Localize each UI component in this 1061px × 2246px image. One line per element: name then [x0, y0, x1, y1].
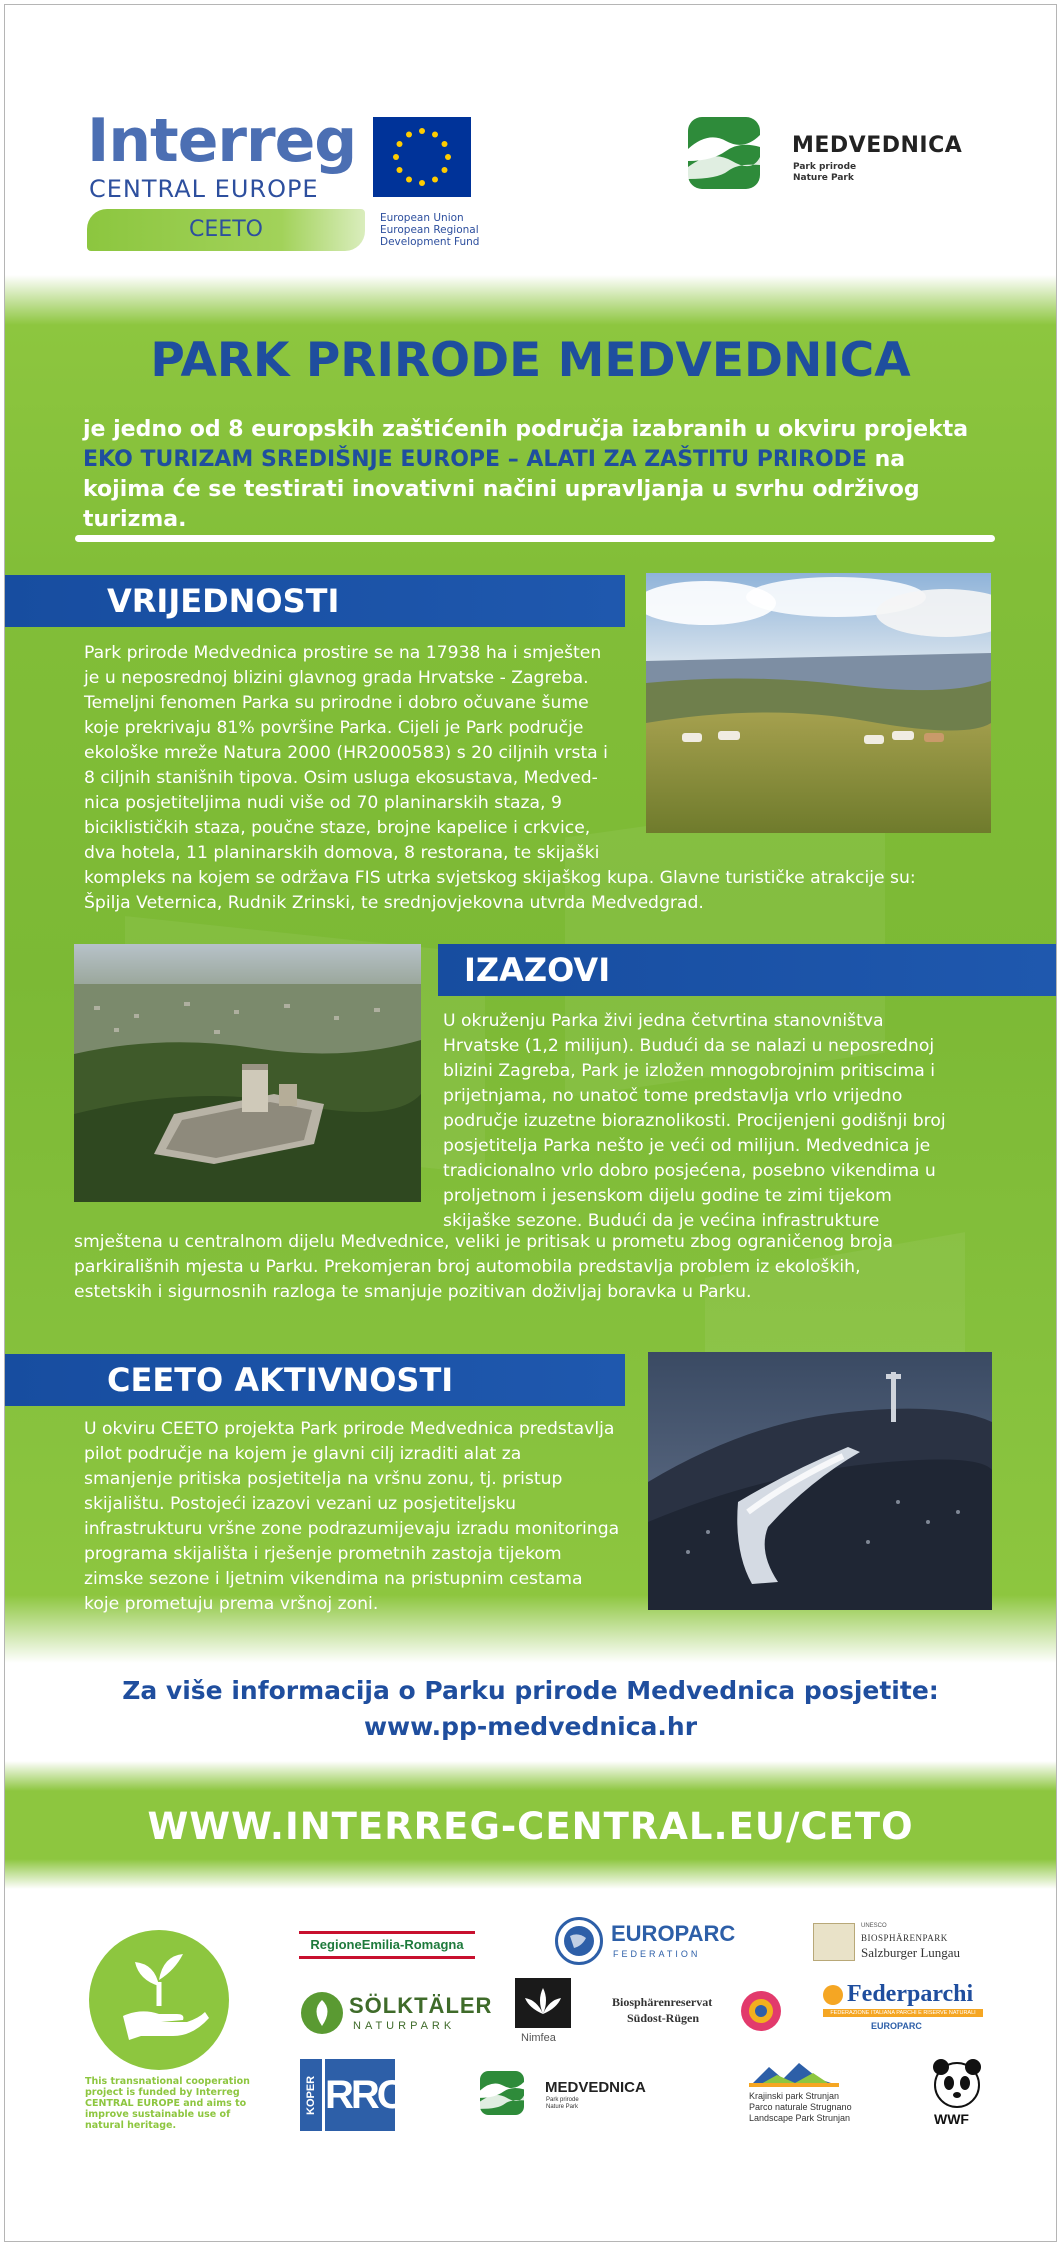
eu-fund-text: European Union European Regional Development Fund [380, 212, 480, 248]
page-title: PARK PRIRODE MEDVEDNICA [150, 333, 911, 388]
logo-solktaler: SÖLKTÄLER [349, 1993, 493, 2018]
izazovi-text: U okruženju Parka živi jedna četvrtina stanovništva Hrvatske (1,2 milijun). Budući da se nalazi u neposrednoj blizini Zagreba, Park je izložen mnogobrojnim pritiscima i prijetnjama, no unatoč tome predstavlja vrlo vrijedno područje izuzetne bioraznolikosti. Procijenjeni godišnji broj posjetitelja Parka nešto je veći od milijun. Medvednica je tradicionalno vrlo dobro posjećena, posebno vikendima u proljetnom i jesenskom dijelu godine te zimi tijekom skijaške sezone. Budući da je većina infrastrukture [443, 1011, 946, 1231]
ceeto-text: U okviru CEETO projekta Park prirode Medvednica predstavlja pilot područje na kojem je glavni cilj izraditi alat za smanjenje pritiska posjetitelja na vršnu zonu, tj. pristup skijalištu. Postojeći izazovi vezani uz posjetiteljsku infrastrukturu vršne zone podrazumijevaju izradu monitoringa programa skijališta i rješenje prometnih zastoja tijekom zimske sezone i ljetnim vikendima na pristupnim cestama koje prometuju prema vršnoj zoni. [84, 1419, 620, 1614]
medvednica-logo-icon [688, 117, 760, 189]
logo-rugen-2: Südost-Rügen [627, 2011, 700, 2025]
ceeto-badge: CEETO [87, 209, 365, 251]
website-link[interactable]: www.pp-medvednica.hr [363, 1712, 698, 1741]
lungau-emblem-icon [813, 1923, 855, 1961]
medvednica-logo-sub: Park prirode Nature Park [793, 162, 857, 183]
eu-flag-icon [373, 117, 471, 197]
vrijednosti-text: Park prirode Medvednica prostire se na 17938 ha i smješten je u neposrednoj blizini glavnog grada Hrvatske - Zagreba. Temeljni fenomen Parka su prirodne i dobro očuvane šume koje prekrivaju 81% površine Parka. Cijeli je Park područje ekološke mreže Natura 2000 (HR2000583) s 20 ciljnih vrsta i 8 ciljnih stanišnih tipova. Osim usluga ekosustava, Medved- nica posjetiteljima nudi više od 70 planinarskih staza, 9 biciklističkih staza, poučne staze, brojne kapelice i crkvice, dva hotela, 11 planinarskih domova, 8 restorana, te skijaški [84, 643, 608, 863]
logo-europarc: EUROPARC [611, 1921, 736, 1946]
section-header-izazovi: IZAZOVI [438, 944, 1057, 996]
wwf-panda-icon [929, 2055, 985, 2109]
section-header-vrijednosti: VRIJEDNOSTI [5, 575, 625, 627]
logo-federparchi-sub: FEDERAZIONE ITALIANA PARCHI E RISERVE NATURALI [823, 2009, 983, 2017]
vrijednosti-text-wide: kompleks na kojem se održava FIS utrka svjetskog skijaškog kupa. Glavne turističke atrakcije su: Špilja Veternica, Rudnik Zrinski, te srednjovjekovna utvrda Medvedgrad. [84, 868, 916, 913]
logo-wwf: WWF [934, 2111, 969, 2127]
central-europe-text: CENTRAL EUROPE [89, 175, 319, 203]
poster [4, 4, 1057, 2242]
more-info: Za više informacija o Parku prirode Medvednica posjetite: www.pp-medvednica.hr [5, 1673, 1056, 1745]
logo-lungau-unesco: UNESCO [861, 1923, 887, 1929]
logo-medvednica-small-sub: Park prirode Nature Park [546, 2097, 579, 2110]
interreg-url[interactable]: WWW.INTERREG-CENTRAL.EU/CETO [147, 1805, 914, 1848]
medvednica-small-logo-icon [480, 2071, 524, 2115]
divider [75, 535, 995, 542]
logo-europarc-sub: FEDERATION [613, 1949, 701, 1959]
medvednica-logo-name: MEDVEDNICA [792, 133, 963, 158]
logo-solktaler-sub: NATURPARK [353, 2020, 456, 2032]
logo-medvednica-small: MEDVEDNICA [545, 2079, 646, 2096]
europarc-globe-icon [555, 1917, 603, 1965]
photo-ski-slope-night [648, 1352, 992, 1610]
logo-europarc-small: EUROPARC [871, 2021, 922, 2031]
section-header-ceeto: CEETO AKTIVNOSTI [5, 1354, 625, 1406]
izazovi-text-wide: smještena u centralnom dijelu Medvednice, veliki je pritisak u prometu zbog ograničenog broja parkirališnih mjesta u Parku. Prekomjeran broj automobila predstavlja problem iz ekoloških, estetskih i sigurnosnih razloga te smanjuje pozitivan doživljaj boravka u Parku. [74, 1232, 894, 1302]
funding-statement: This transnational cooperation project is funded by Interreg CENTRAL EUROPE and aims to improve sustainable use of natural heritage. [85, 2076, 250, 2131]
rugen-emblem-icon [741, 1991, 781, 2031]
interreg-logo-text: Interreg [87, 106, 357, 176]
logo-lungau-mid: BIOSPHÄRENPARK [861, 1933, 948, 1943]
federparchi-emblem-icon [823, 1985, 843, 2005]
logo-strunjan: Krajinski park Strunjan Parco naturale Strugnano Landscape Park Strunjan [749, 2091, 852, 2123]
logo-lungau: Salzburger Lungau [861, 1945, 961, 1960]
photo-meadow-cows [646, 573, 991, 833]
project-name: EKO TURIZAM SREDIŠNJE EUROPE – ALATI ZA ZAŠTITU PRIRODE [83, 447, 867, 472]
hand-plant-icon [89, 1930, 229, 2070]
photo-medvedgrad-castle [74, 944, 421, 1202]
logo-rugen-1: Biosphärenreservat [612, 1995, 713, 2009]
strunjan-emblem-icon [749, 2059, 839, 2087]
logo-rrc: RRC [325, 2059, 395, 2131]
logo-koper: KOPER [300, 2059, 322, 2131]
nimfea-lotus-icon [515, 1978, 571, 2028]
logo-federparchi: Federparchi [847, 1981, 974, 2007]
solktaler-leaf-icon [301, 1992, 343, 2034]
logo-emilia-romagna: RegioneEmilia-Romagna [299, 1931, 475, 1959]
header [5, 5, 1056, 287]
intro-text: je jedno od 8 europskih zaštićenih područja izabranih u okviru projekta EKO TURIZAM SREDIŠNJE EUROPE – ALATI ZA ZAŠTITU PRIRODE na kojima će se testirati inovativni načini upravljanja u svrhu održivog turizma. [83, 417, 969, 532]
logo-nimfea: Nimfea [521, 2032, 556, 2044]
